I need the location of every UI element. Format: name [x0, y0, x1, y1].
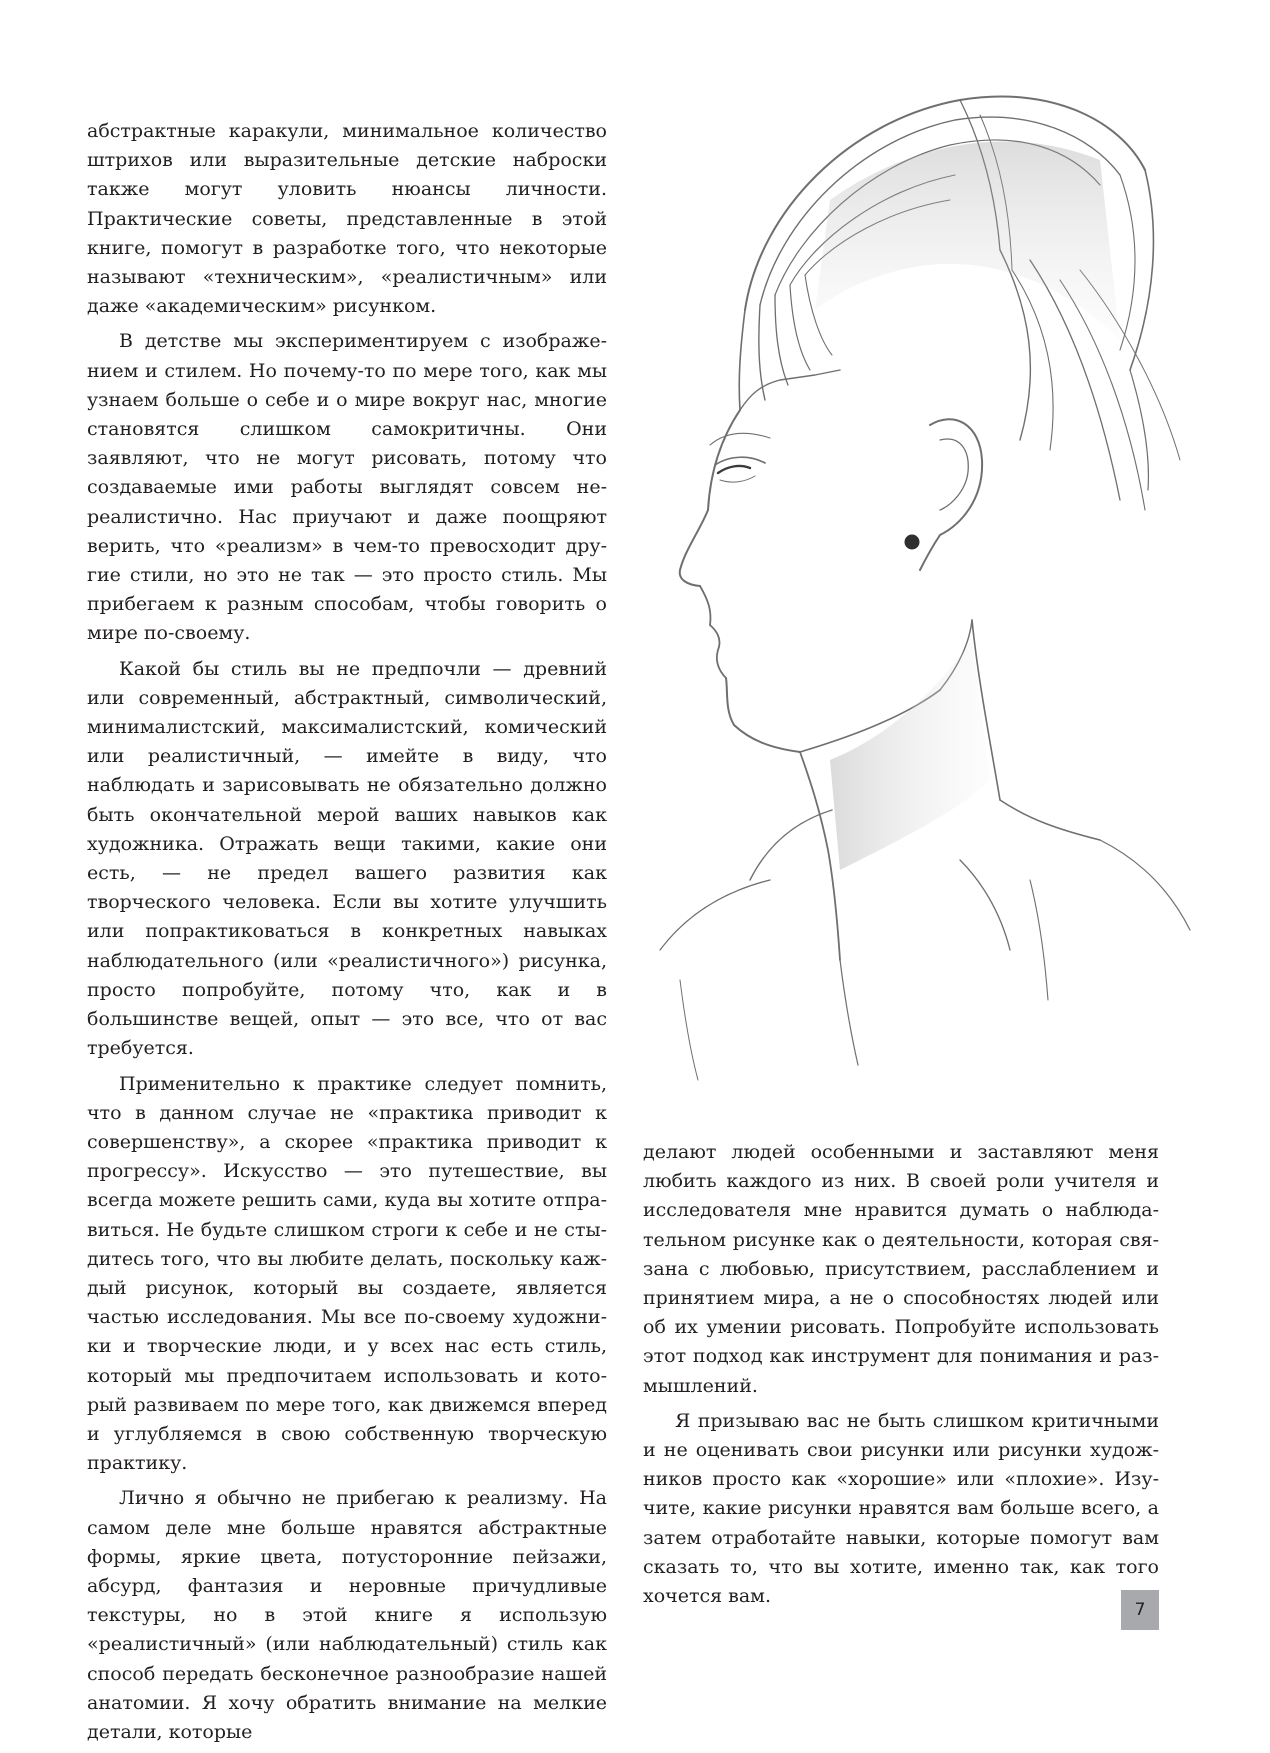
- page-number: 7: [1121, 1590, 1159, 1630]
- paragraph: Какой бы стиль вы не предпочли — древний или современный, абстрактный, символический, минималистский, максималистский, комический или реалистичный, — имейте в виду, что наблюдать и зарисовывать не обязательно должно быть окончательной мерой ваших навыков как художника. Отражать вещи такими, какие они есть, — не предел вашего развития как творческого человека. Если вы хотите улучшить или попрактиковаться в конкретных навыках наблюдательного (или «реалистичного») рисунка, просто попробуйте, потому что, как и в большинстве вещей, опыт — это все, что от вас требуется.: [87, 657, 607, 1060]
- paragraph: делают людей особенными и заставляют меня любить каждого из них. В своей роли учителя и исследователя мне нравится думать о наблюдательном рисунке как о деятельности, которая связана с любовью, присутствием, расслаблением и принятием мира, а не о способностях людей или об их умении рисовать. Попробуйте использовать этот подход как инструмент для понимания и размышлений.: [643, 1141, 1159, 1397]
- right-text-column: [643, 1138, 1159, 1617]
- pencil-profile-portrait-icon: [600, 80, 1200, 1110]
- left-text-column: [87, 117, 607, 1753]
- paragraph: абстрактные каракули, минимальное количество штрихов или выразительные детские наброски также могут уловить нюансы личности. Практические советы, представленные в этой книге, помогут в разработке того, что некоторые называют «техническим», «реалистичным» или даже «академическим» рисунком.: [87, 120, 607, 318]
- paragraph: Лично я обычно не прибегаю к реализму. На самом деле мне больше нравятся абстрактные формы, яркие цвета, потусторонние пейзажи, абсурд, фантазия и неровные причудливые текстуры, но в этой книге я использую «реалистичный» (или наблюдательный) стиль как способ передать бесконечное разнообразие нашей анатомии. Я хочу обратить внимание на мелкие детали, которые: [87, 1487, 607, 1743]
- portrait-illustration: [600, 80, 1200, 1110]
- paragraph: В детстве мы экспериментируем с изображением и стилем. Но почему-то по мере того, как мы узнаем больше о себе и о мире вокруг нас, многие становятся слишком самокритичны. Они заявляют, что не могут рисовать, потому что создаваемые ими работы выглядят совсем нереалистично. Нас приучают и даже поощряют верить, что «реализм» в чем-то превосходит другие стили, но это не так — это просто стиль. Мы прибегаем к разным способам, чтобы говорить о мире по-своему.: [87, 330, 607, 645]
- paragraph: Я призываю вас не быть слишком критичными и не оценивать свои рисунки или рисунки художников просто как «хорошие» или «плохие». Изучите, какие рисунки нравятся вам больше всего, а затем отработайте навыки, которые помогут вам сказать то, что вы хотите, именно так, как того хочется вам.: [643, 1409, 1159, 1608]
- paragraph: Применительно к практике следует помнить, что в данном случае не «практика приводит к совершенству», а скорее «практика приводит к прогрессу». Искусство — это путешествие, вы всегда можете решить сами, куда вы хотите отправиться. Не будьте слишком строги к себе и не стыдитесь того, что вы любите делать, поскольку каждый рисунок, который вы создаете, является частью исследования. Мы все по-своему художники и творческие люди, и у всех нас есть стиль, который мы предпочитаем использовать и который развиваем по мере того, как движемся вперед и углубляемся в свою собственную творческую практику.: [87, 1072, 607, 1475]
